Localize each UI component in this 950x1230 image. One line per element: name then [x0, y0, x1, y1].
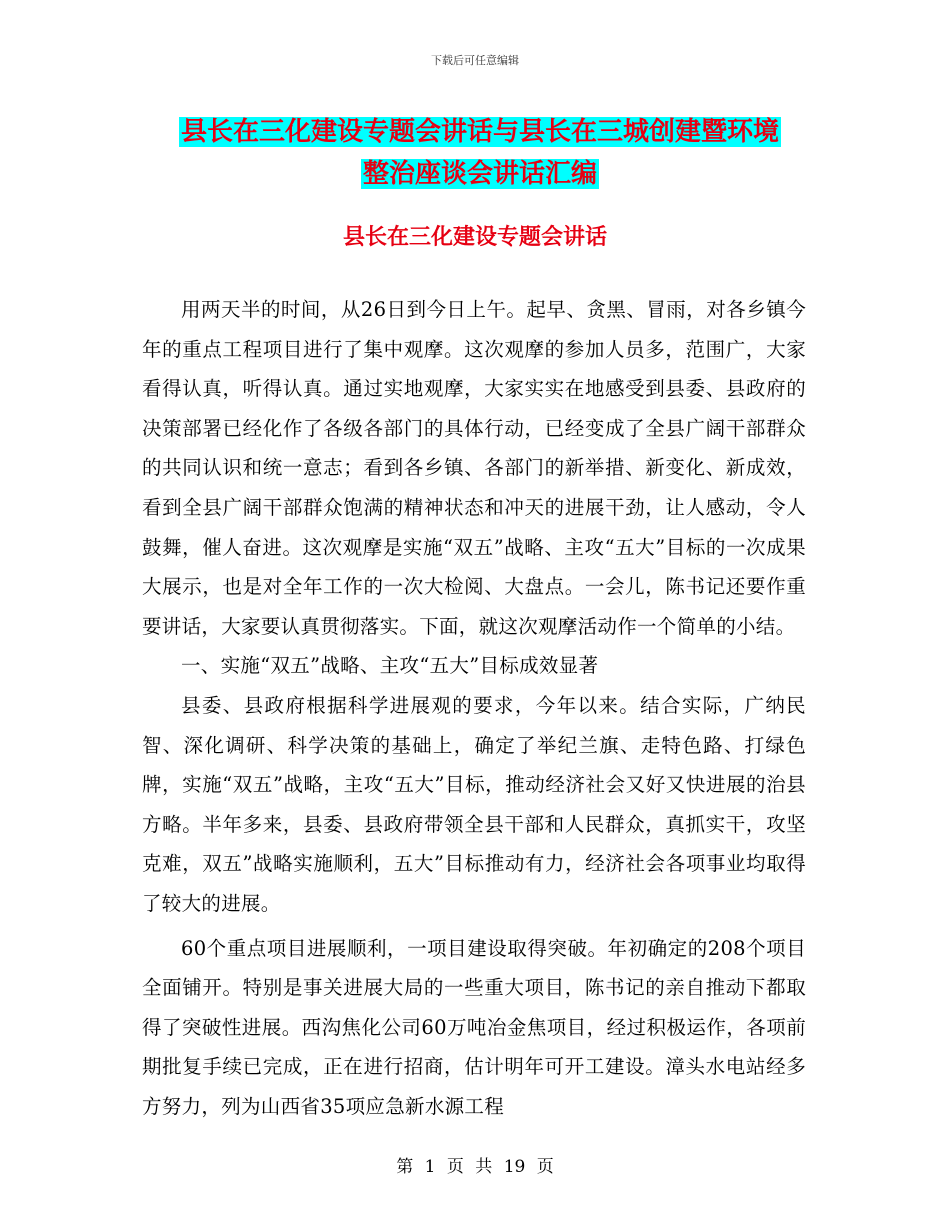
page-number: 第 1 页 共 19 页 [396, 1157, 554, 1177]
paragraph-intro: 用两天半的时间，从26日到今日上午。起早、贪黑、冒雨，对各乡镇今年的重点工程项目进行了集中观摩。这次观摩的参加人员多，范围广，大家看得认真，听得认真。通过实地观摩，大家实实在地感受到县委、县政府的决策部署已经化作了各级各部门的具体行动，已经变成了全县广阔干部群众的共同认识和统一意志；看到各乡镇、各部门的新举措、新变化、新成效，看到全县广阔干部群众饱满的精神状态和冲天的进展干劲，让人感动，令人鼓舞，催人奋进。这次观摩是实施“双五”战略、主攻“五大”目标的一次成果大展示，也是对全年工作的一次大检阅、大盘点。一会儿，陈书记还要作重要讲话，大家要认真贯彻落实。下面，就这次观摩活动作一个简单的小结。 [142, 298, 806, 638]
paragraph-strategy: 县委、县政府根据科学进展观的要求，今年以来。结合实际，广纳民智、深化调研、科学决策的基础上，确定了举纪兰旗、走特色路、打绿色牌，实施“双五”战略，主攻“五大”目标，推动经济社会又好又快进展的治县方略。半年多来，县委、县政府带领全县干部和人民群众，真抓实干，攻坚克难，双五”战略实施顺利，五大”目标推动有力，经济社会各项事业均取得了较大的进展。 [142, 693, 806, 915]
document-title-text-1: 县长在三化建设专题会讲话与县长在三城创建暨环境 [180, 117, 779, 147]
section-title: 县长在三化建设专题会讲话 [342, 225, 607, 250]
document-title-line-1 [150, 108, 810, 156]
document-title-line-2 [150, 150, 810, 198]
heading-part-one: 一、实施“双五”战略、主攻“五大”目标成效显著 [181, 654, 599, 678]
page-header-note: 下载后可任意编辑 [431, 54, 519, 67]
document-body [142, 290, 806, 1126]
paragraph-projects: 60个重点项目进展顺利，一项目建设取得突破。年初确定的208个项目全面铺开。特别是事关进展大局的一些重大项目，陈书记的亲自推动下都取得了突破性进展。西沟焦化公司60万吨冶金焦项目，经过积极运作，各项前期批复手续已完成，正在进行招商，估计明年可开工建设。漳头水电站经多方努力，列为山西省35项应急新水源工程 [142, 936, 806, 1118]
document-title-text-2: 整治座谈会讲话汇编 [362, 159, 597, 189]
